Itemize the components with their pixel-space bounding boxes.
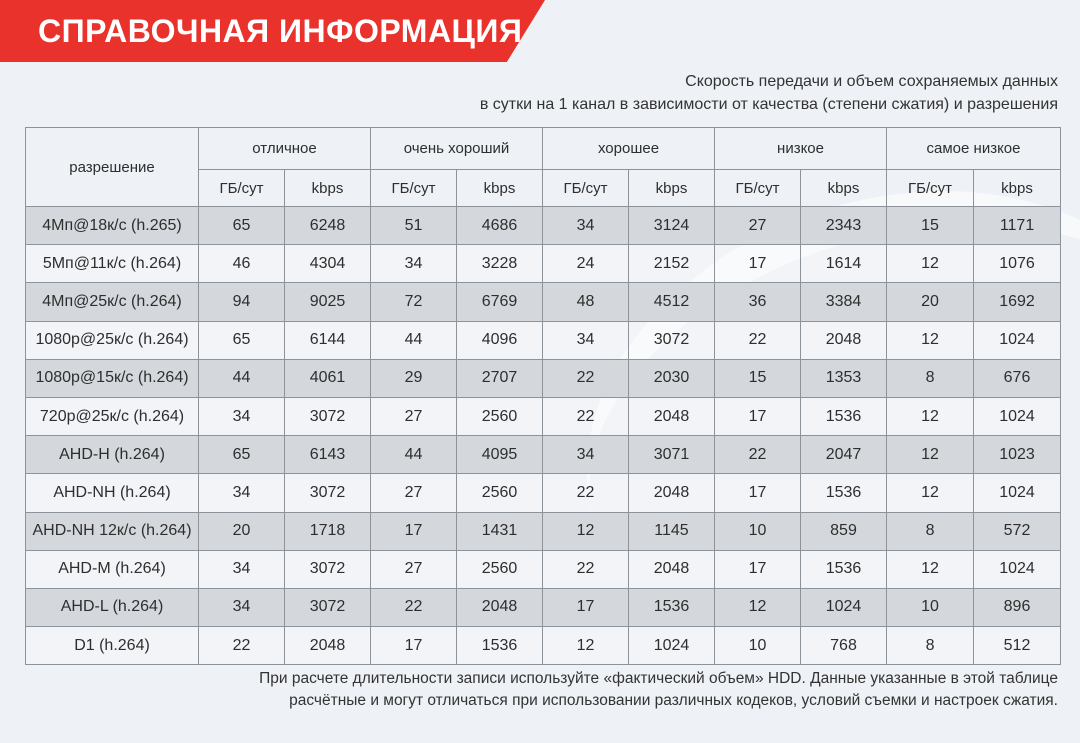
unit-kbps-header: kbps [801,170,887,207]
resolution-cell: AHD-NH 12к/с (h.264) [26,512,199,550]
gb-per-day-cell: 34 [543,436,629,474]
kbps-cell: 3072 [285,397,371,435]
gb-per-day-cell: 34 [371,245,457,283]
gb-per-day-cell: 15 [887,207,974,245]
kbps-cell: 1536 [457,627,543,665]
kbps-cell: 4095 [457,436,543,474]
gb-per-day-cell: 34 [199,550,285,588]
kbps-cell: 3071 [629,436,715,474]
kbps-cell: 3072 [285,474,371,512]
resolution-cell: AHD-L (h.264) [26,588,199,626]
gb-per-day-cell: 10 [715,512,801,550]
gb-per-day-cell: 22 [715,436,801,474]
gb-per-day-cell: 12 [543,512,629,550]
table-row [26,436,1061,474]
gb-per-day-cell: 22 [543,550,629,588]
unit-kbps-header: kbps [457,170,543,207]
kbps-cell: 2707 [457,359,543,397]
resolution-cell: AHD-M (h.264) [26,550,199,588]
gb-per-day-cell: 34 [199,588,285,626]
table-body [26,207,1061,665]
gb-per-day-cell: 12 [887,474,974,512]
gb-per-day-cell: 12 [887,321,974,359]
kbps-cell: 1024 [974,474,1061,512]
unit-gb-header: ГБ/сут [715,170,801,207]
kbps-cell: 1145 [629,512,715,550]
gb-per-day-cell: 46 [199,245,285,283]
quality-header-very-good: очень хороший [371,128,543,170]
resolution-cell: AHD-NH (h.264) [26,474,199,512]
kbps-cell: 1536 [801,474,887,512]
kbps-cell: 1353 [801,359,887,397]
kbps-cell: 1024 [801,588,887,626]
gb-per-day-cell: 44 [371,436,457,474]
unit-kbps-header: kbps [974,170,1061,207]
kbps-cell: 1171 [974,207,1061,245]
gb-per-day-cell: 65 [199,321,285,359]
gb-per-day-cell: 22 [543,474,629,512]
kbps-cell: 4304 [285,245,371,283]
gb-per-day-cell: 22 [199,627,285,665]
gb-per-day-cell: 8 [887,359,974,397]
kbps-cell: 9025 [285,283,371,321]
footnote-line-2: расчётные и могут отличаться при использовании различных кодеков, условий съемки и настроек сжатия. [289,692,1058,709]
gb-per-day-cell: 22 [543,359,629,397]
resolution-cell: 720p@25к/с (h.264) [26,397,199,435]
gb-per-day-cell: 12 [887,436,974,474]
kbps-cell: 3228 [457,245,543,283]
table-row [26,321,1061,359]
gb-per-day-cell: 12 [543,627,629,665]
resolution-header: разрешение [26,128,199,207]
table-row [26,397,1061,435]
gb-per-day-cell: 44 [199,359,285,397]
gb-per-day-cell: 34 [199,397,285,435]
table-row [26,207,1061,245]
table-row [26,245,1061,283]
kbps-cell: 2343 [801,207,887,245]
gb-per-day-cell: 17 [371,627,457,665]
gb-per-day-cell: 20 [887,283,974,321]
kbps-cell: 6769 [457,283,543,321]
gb-per-day-cell: 20 [199,512,285,550]
gb-per-day-cell: 94 [199,283,285,321]
gb-per-day-cell: 10 [715,627,801,665]
gb-per-day-cell: 72 [371,283,457,321]
gb-per-day-cell: 17 [371,512,457,550]
kbps-cell: 1536 [629,588,715,626]
kbps-cell: 4686 [457,207,543,245]
kbps-cell: 2047 [801,436,887,474]
resolution-cell: AHD-H (h.264) [26,436,199,474]
kbps-cell: 572 [974,512,1061,550]
kbps-cell: 1536 [801,397,887,435]
gb-per-day-cell: 17 [715,397,801,435]
unit-gb-header: ГБ/сут [543,170,629,207]
table-row [26,283,1061,321]
quality-header-lowest: самое низкое [887,128,1061,170]
kbps-cell: 1023 [974,436,1061,474]
kbps-cell: 768 [801,627,887,665]
gb-per-day-cell: 65 [199,207,285,245]
table-row [26,359,1061,397]
unit-kbps-header: kbps [629,170,715,207]
kbps-cell: 2030 [629,359,715,397]
unit-gb-header: ГБ/сут [887,170,974,207]
kbps-cell: 1024 [974,397,1061,435]
gb-per-day-cell: 36 [715,283,801,321]
kbps-cell: 2048 [801,321,887,359]
kbps-cell: 1718 [285,512,371,550]
gb-per-day-cell: 65 [199,436,285,474]
kbps-cell: 2048 [629,474,715,512]
table-row [26,550,1061,588]
quality-header-excellent: отличное [199,128,371,170]
kbps-cell: 2560 [457,550,543,588]
gb-per-day-cell: 12 [887,550,974,588]
kbps-cell: 6144 [285,321,371,359]
gb-per-day-cell: 48 [543,283,629,321]
gb-per-day-cell: 17 [715,474,801,512]
resolution-cell: 4Мп@25к/с (h.264) [26,283,199,321]
kbps-cell: 3124 [629,207,715,245]
page-title: СПРАВОЧНАЯ ИНФОРМАЦИЯ [38,13,523,49]
resolution-cell: D1 (h.264) [26,627,199,665]
kbps-cell: 3384 [801,283,887,321]
table-row [26,627,1061,665]
gb-per-day-cell: 8 [887,627,974,665]
caption-line-1: Скорость передачи и объем сохраняемых данных [685,73,1058,90]
gb-per-day-cell: 12 [887,245,974,283]
gb-per-day-cell: 17 [543,588,629,626]
kbps-cell: 676 [974,359,1061,397]
caption-line-2: в сутки на 1 канал в зависимости от качества (степени сжатия) и разрешения [479,96,1058,113]
gb-per-day-cell: 27 [371,474,457,512]
kbps-cell: 1024 [629,627,715,665]
kbps-cell: 1692 [974,283,1061,321]
quality-header-low: низкое [715,128,887,170]
kbps-cell: 2560 [457,397,543,435]
gb-per-day-cell: 22 [715,321,801,359]
kbps-cell: 4096 [457,321,543,359]
kbps-cell: 4512 [629,283,715,321]
kbps-cell: 1024 [974,550,1061,588]
resolution-cell: 1080p@25к/с (h.264) [26,321,199,359]
kbps-cell: 2048 [629,397,715,435]
kbps-cell: 1614 [801,245,887,283]
gb-per-day-cell: 24 [543,245,629,283]
gb-per-day-cell: 27 [371,397,457,435]
kbps-cell: 4061 [285,359,371,397]
gb-per-day-cell: 22 [371,588,457,626]
resolution-cell: 5Мп@11к/с (h.264) [26,245,199,283]
gb-per-day-cell: 22 [543,397,629,435]
gb-per-day-cell: 17 [715,550,801,588]
kbps-cell: 3072 [629,321,715,359]
unit-gb-header: ГБ/сут [371,170,457,207]
unit-gb-header: ГБ/сут [199,170,285,207]
resolution-cell: 4Мп@18к/с (h.265) [26,207,199,245]
gb-per-day-cell: 34 [543,321,629,359]
kbps-cell: 3072 [285,550,371,588]
table-caption [480,70,1058,116]
bitrate-table [25,127,1061,665]
gb-per-day-cell: 12 [715,588,801,626]
kbps-cell: 6248 [285,207,371,245]
table-row [26,474,1061,512]
kbps-cell: 859 [801,512,887,550]
kbps-cell: 3072 [285,588,371,626]
kbps-cell: 1076 [974,245,1061,283]
gb-per-day-cell: 29 [371,359,457,397]
gb-per-day-cell: 10 [887,588,974,626]
gb-per-day-cell: 51 [371,207,457,245]
footnote-line-1: При расчете длительности записи используйте «фактический объем» HDD. Данные указанные в этой таблице [259,670,1058,687]
kbps-cell: 2048 [629,550,715,588]
gb-per-day-cell: 15 [715,359,801,397]
gb-per-day-cell: 27 [371,550,457,588]
gb-per-day-cell: 44 [371,321,457,359]
kbps-cell: 2048 [457,588,543,626]
gb-per-day-cell: 17 [715,245,801,283]
unit-kbps-header: kbps [285,170,371,207]
kbps-cell: 1024 [974,321,1061,359]
kbps-cell: 2048 [285,627,371,665]
quality-header-row [26,128,1061,170]
gb-per-day-cell: 8 [887,512,974,550]
kbps-cell: 6143 [285,436,371,474]
table-row [26,512,1061,550]
kbps-cell: 896 [974,588,1061,626]
quality-header-good: хорошее [543,128,715,170]
resolution-cell: 1080p@15к/с (h.264) [26,359,199,397]
gb-per-day-cell: 27 [715,207,801,245]
kbps-cell: 512 [974,627,1061,665]
gb-per-day-cell: 34 [543,207,629,245]
gb-per-day-cell: 12 [887,397,974,435]
gb-per-day-cell: 34 [199,474,285,512]
kbps-cell: 1431 [457,512,543,550]
footnote [259,668,1058,712]
kbps-cell: 2152 [629,245,715,283]
kbps-cell: 1536 [801,550,887,588]
table-row [26,588,1061,626]
kbps-cell: 2560 [457,474,543,512]
